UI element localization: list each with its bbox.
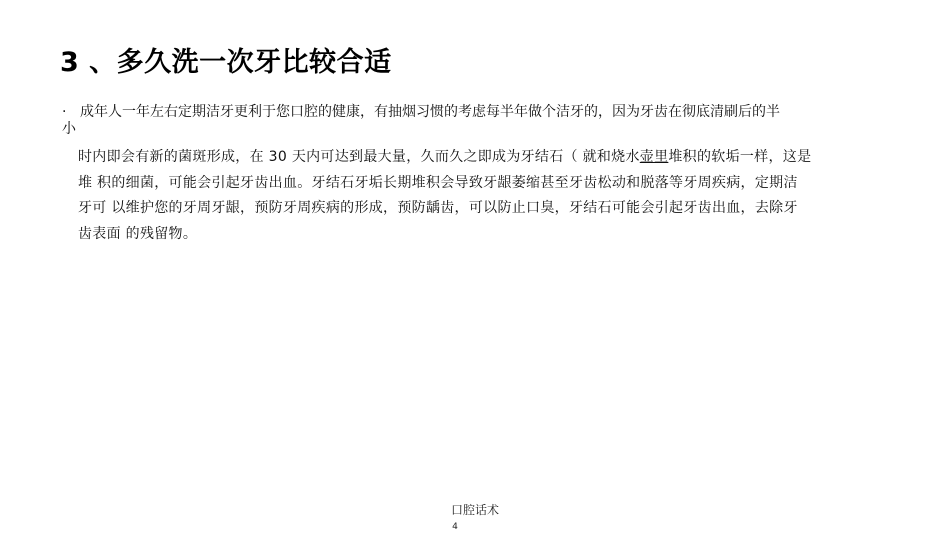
slide-title: 3 、多久洗一次牙比较合适 xyxy=(60,47,392,78)
paragraph-line-1: 成年人一年左右定期洁牙更利于您口腔的健康，有抽烟习惯的考虑每半年做个洁牙的，因为牙齿在彻底清刷后的半 xyxy=(80,104,780,120)
underlined-text: 壶里 xyxy=(639,149,669,165)
paragraph-body xyxy=(78,145,893,247)
paragraph-line-2-part-b: 堆积的软垢一样，这是 xyxy=(668,149,812,165)
paragraph-line-2 xyxy=(78,145,893,171)
paragraph-line-1-wrap: 小 xyxy=(62,121,76,137)
paragraph-line-4: 牙可 以维护您的牙周牙龈，预防牙周疾病的形成，预防龋齿，可以防止口臭，牙结石可能会引起牙齿出血，去除牙 xyxy=(78,200,798,216)
paragraph-line-5: 齿表面 的残留物。 xyxy=(78,225,198,242)
page-number: 4 xyxy=(452,522,458,532)
bullet-first-line xyxy=(62,104,892,120)
footer-label: 口腔话术 xyxy=(450,503,499,517)
paragraph-line-3: 堆 积的细菌，可能会引起牙齿出血。牙结石牙垢长期堆积会导致牙龈萎缩甚至牙齿松动和脱落等牙周疾病，定期洁 xyxy=(78,174,798,191)
paragraph-line-2-part-a: 时内即会有新的菌斑形成，在 30 天内可达到最大量，久而久之即成为牙结石（ 就和烧水 xyxy=(78,149,640,165)
bullet-dot-icon: · xyxy=(62,104,67,120)
